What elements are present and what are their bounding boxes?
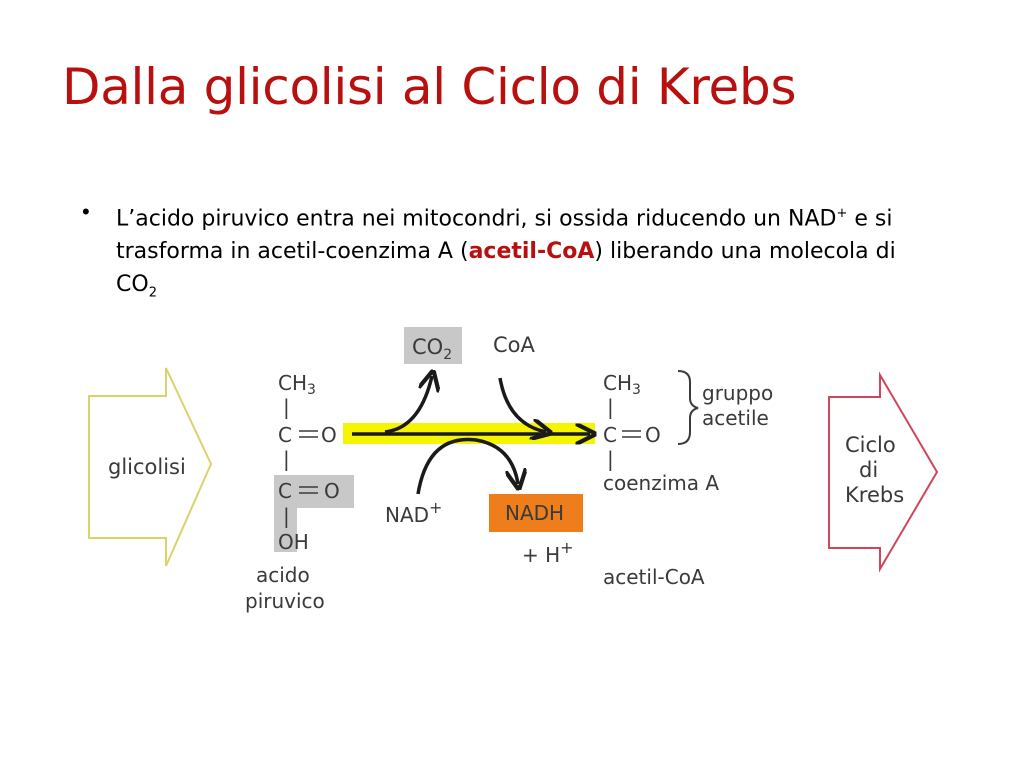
pyruvate-oh: OH (278, 530, 309, 554)
acetyl-coa-name: acetil-CoA (603, 565, 705, 589)
nadh-label: NADH (505, 501, 565, 525)
acetyl-coenzima-label: coenzima A (603, 471, 720, 495)
acetyl-ch3: $CH_3$ (603, 371, 641, 398)
nad-reduction-arrow (418, 439, 518, 494)
co2-label: $CO_2$ (412, 335, 453, 363)
krebs-label-line2: di (859, 458, 879, 482)
pyruvate-bond-3: | (283, 504, 290, 528)
bullet-dot-icon: • (82, 199, 90, 224)
h-plus-label: + H+ (522, 538, 574, 567)
gruppo-label: gruppo (702, 381, 774, 405)
pyruvate-name-line1: acido (256, 563, 310, 587)
bullet-text-part2: e si trasforma in acetil-coenzima A ( (116, 206, 893, 265)
pyruvate-ch3: $CH_3$ (278, 371, 316, 398)
nad-label: NAD+ (385, 498, 443, 527)
bullet-text-part1: L’acido piruvico entra nei mitocondri, si ossida riducendo un NAD (116, 206, 837, 232)
acetyl-bond-1: | (607, 395, 614, 419)
bullet-text-sub: 2 (148, 285, 157, 301)
acetile-label: acetile (702, 406, 769, 430)
bullet-text-highlight: acetil-CoA (468, 239, 595, 265)
pyruvate-bond-2: | (283, 447, 290, 471)
bullet-text-sup: + (836, 206, 848, 221)
glicolisi-label: glicolisi (108, 455, 186, 479)
pyruvate-c2: C (278, 479, 292, 503)
pyruvate-o2: O (324, 479, 340, 503)
bullet-text-part3: ) liberando una molecola di CO (116, 239, 896, 298)
acetyl-c: C (603, 423, 617, 447)
pyruvate-o1: O (321, 423, 337, 447)
slide-title: Dalla glicolisi al Ciclo di Krebs (62, 58, 797, 116)
coa-label: CoA (493, 333, 535, 357)
krebs-label-line1: Ciclo (845, 433, 896, 457)
krebs-block-arrow (829, 375, 937, 569)
pyruvate-bond-1: | (283, 395, 290, 419)
acetyl-o: O (645, 423, 661, 447)
acetyl-bond-2: | (607, 447, 614, 471)
acetyl-group-brace (678, 371, 698, 444)
krebs-label-line3: Krebs (845, 483, 905, 507)
pyruvate-c1: C (278, 423, 292, 447)
pyruvate-name-line2: piruvico (245, 589, 325, 613)
